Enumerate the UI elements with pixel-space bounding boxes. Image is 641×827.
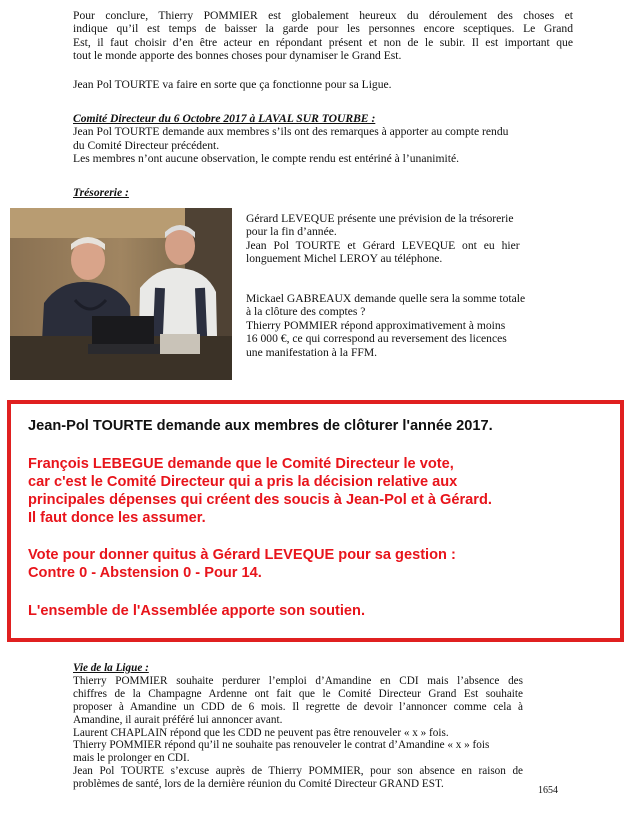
text-line: mais le prolonger en CDI. (73, 752, 190, 765)
tresorerie-para-1 (246, 212, 576, 266)
text-line: du Comité Directeur précédent. (73, 138, 220, 152)
text-line: Jean Pol TOURTE s’excuse auprès de Thierry POMMIER, pour son absence en raison de (73, 765, 523, 778)
text-line: Thierry POMMIER souhaite perdurer l’emploi d’Amandine en CDI mais l’absence des (73, 674, 523, 687)
text-line: 16 000 €, ce qui correspond au reversement des licences (246, 332, 507, 346)
vie-ligue-heading: Vie de la Ligue : (73, 662, 149, 674)
text-line: chiffres de la Champagne Ardenne ont fait que le Comité Directeur Grand Est souhaite (73, 687, 523, 700)
text-line: Les membres n’ont aucune observation, le compte rendu est entériné à l’unanimité. (73, 152, 460, 166)
text-line: Thierry POMMIER répond approximativement à moins (246, 318, 506, 332)
comite-section (73, 112, 573, 166)
text-line: Jean Pol TOURTE et Gérard LEVEQUE ont eu hier (246, 238, 520, 252)
text-line: longuement Michel LEROY au téléphone. (246, 252, 443, 266)
text-line: Thierry POMMIER répond qu’il ne souhaite pas renouveler le contrat d’Amandine « x » fois (73, 739, 490, 752)
lebegue-line: principales dépenses qui créent des soucis à Jean-Pol et à Gérard. (28, 492, 492, 508)
meeting-photo (10, 208, 232, 380)
text-line: Amandine, il aurait préféré lui annoncer avant. (73, 713, 283, 726)
text-line: Mickael GABREAUX demande quelle sera la somme totale (246, 292, 526, 305)
vie-ligue-section (73, 662, 523, 791)
text-line: Gérard LEVEQUE présente une prévision de la trésorerie (246, 212, 514, 225)
tresorerie-para-2 (246, 292, 576, 359)
text-line: Jean Pol TOURTE demande aux membres s’ils ont des remarques à apporter au compte rendu (73, 125, 509, 139)
comite-heading: Comité Directeur du 6 Octobre 2017 à LAVAL SUR TOURBE : (73, 112, 376, 125)
text-line: une manifestation à la FFM. (246, 345, 378, 359)
lebegue-line: car c'est le Comité Directeur qui a pris la décision relative aux (28, 474, 458, 490)
text-line: indique qu’il est temps de baisser la garde pour les personnes encore sceptiques. Le Grand (73, 22, 573, 36)
text-line: Pour conclure, Thierry POMMIER est globalement heureux du déroulement des choses et (73, 9, 573, 22)
tourte-statement: Jean Pol TOURTE va faire en sorte que ça fonctionne pour sa Ligue. (73, 78, 392, 91)
assembly-support: L'ensemble de l'Assemblée apporte son soutien. (28, 603, 366, 619)
vote-line: Vote pour donner quitus à Gérard LEVEQUE pour sa gestion : (28, 547, 456, 563)
text-line: pour la fin d’année. (246, 225, 337, 239)
tresorerie-heading: Trésorerie : (73, 186, 129, 199)
quitus-vote-box (7, 400, 624, 642)
text-line: à la clôture des comptes ? (246, 305, 366, 319)
text-line: Laurent CHAPLAIN répond que les CDD ne peuvent pas être renouveler « x » fois. (73, 726, 449, 739)
lebegue-line: François LEBEGUE demande que le Comité Directeur le vote, (28, 456, 454, 472)
closing-request: Jean-Pol TOURTE demande aux membres de clôturer l'année 2017. (28, 418, 493, 434)
text-line: proposer à Amandine un CDD de 6 mois. Il regrette de devoir l’annoncer comme cela à (73, 700, 523, 713)
text-line: problèmes de santé, lors de la dernière réunion du Comité Directeur GRAND EST. (73, 778, 444, 791)
text-line: Est, il faut choisir d’en être acteur en répondant présent et non de le subir. Il est important que (73, 35, 573, 49)
page-number: 1654 (538, 785, 558, 796)
meeting-photo-illustration (10, 208, 232, 380)
text-line: tout le monde apporte des bonnes choses pour dynamiser le Grand Est. (73, 49, 402, 63)
vote-result: Contre 0 - Abstension 0 - Pour 14. (28, 565, 262, 581)
conclusion-paragraph (73, 9, 573, 63)
lebegue-line: Il faut donce les assumer. (28, 510, 206, 526)
